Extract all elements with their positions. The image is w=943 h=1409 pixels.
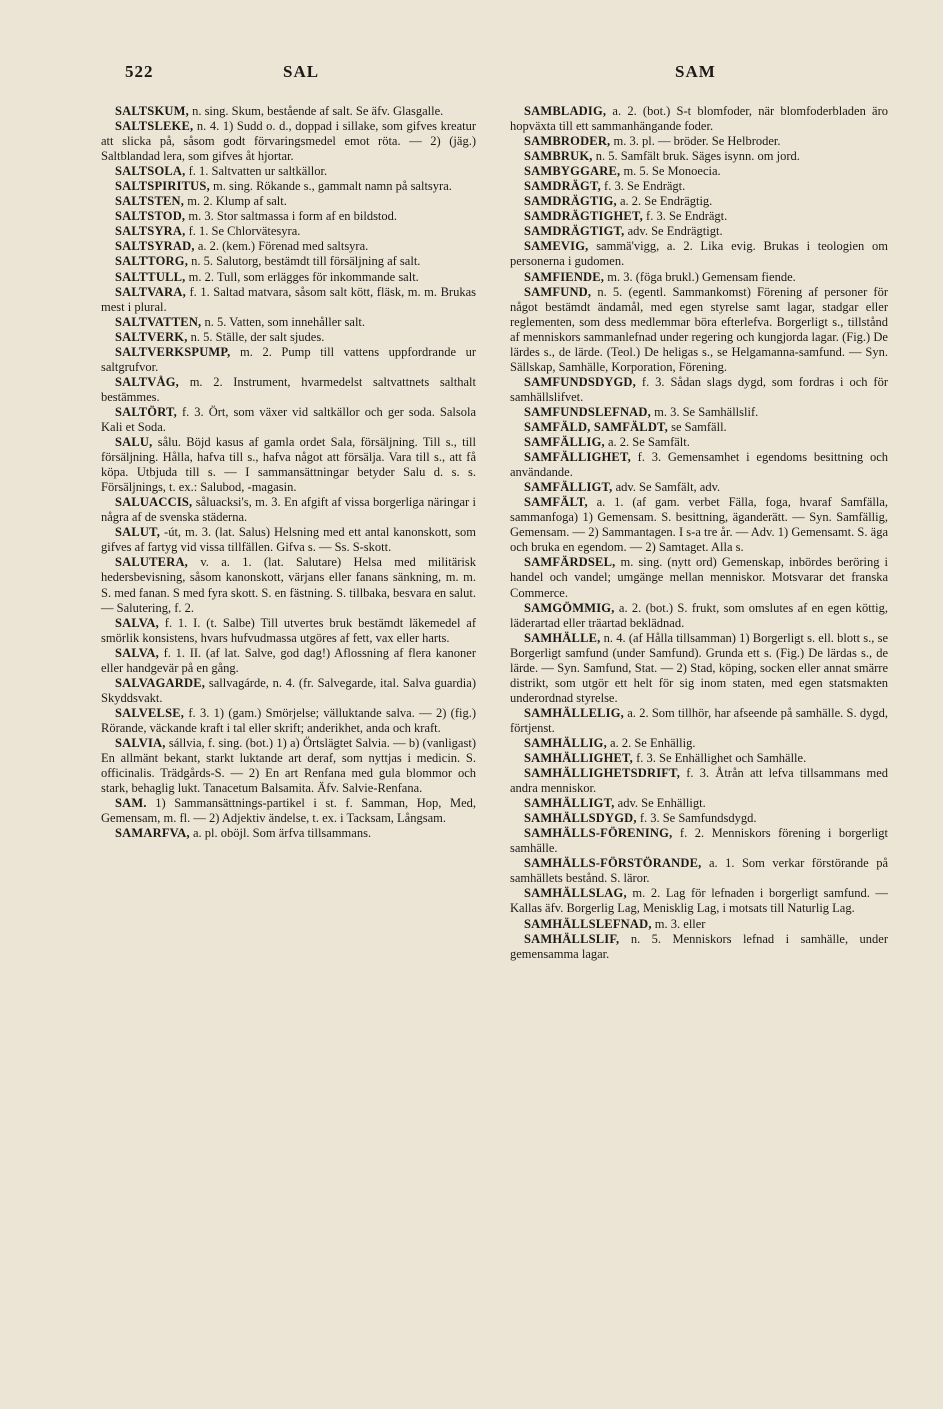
entry <box>510 435 888 450</box>
definition: m. 3. pl. — bröder. Se Helbroder. <box>610 134 781 149</box>
entry <box>101 164 476 179</box>
entry <box>510 751 888 766</box>
entry <box>510 149 888 164</box>
entry <box>510 285 888 375</box>
headword: SALTSLEKE, <box>115 119 194 134</box>
definition: v. a. 1. (lat. Salutare) Helsa med militärisk hedersbevisning, såsom kanonskott, värjans eller fanans sänkning, m. m. S. med fanan. S med fyra skott. S. en fästning. S. tillbaka, besvara en salut. — Salutering, f. 2. <box>101 555 476 615</box>
definition: f. 1. Se Chlorvätesyra. <box>185 224 301 239</box>
definition: sállvia, f. sing. (bot.) 1) a) Örtslägtet Salvia. — b) (vanligast) En allmänt bekant, starkt luktande art deraf, som nyttjas i medicin. S. officinalis. Trädgårds-S. — 2) En art Renfana med gula blommor och stark, behaglig lukt. Tanacetum Balsamita. Äfv. Salvie-Renfana. <box>101 735 476 796</box>
headword: SAMHÄLLIG, <box>524 735 607 750</box>
entry <box>510 886 888 916</box>
definition: f. 3. Sådan slags dygd, som fordras i och för samhällslifvet. <box>510 374 888 404</box>
definition: a. pl. oböjl. Som ärfva tillsammans. <box>189 826 372 841</box>
definition: a. 2. (bot.) S. frukt, som omslutes af en egen köttig, läderartad eller träartad beklädnad. <box>510 600 888 630</box>
definition: f. 1. II. (af lat. Salve, god dag!) Aflossning af flera kanoner eller handgevär på en gång. <box>101 645 476 675</box>
entry <box>101 209 476 224</box>
headword: SAMBRUK, <box>524 149 593 164</box>
entry <box>510 194 888 209</box>
definition: sammä'vigg, a. 2. Lika evig. Brukas i teologien om personerna i gudomen. <box>510 239 888 269</box>
entry <box>101 285 476 315</box>
entry <box>510 766 888 796</box>
definition: m. 3. Se Samhällslif. <box>650 404 759 419</box>
headword: SAMFUND, <box>524 284 592 299</box>
definition: a. 2. (kem.) Förenad med saltsyra. <box>194 239 369 254</box>
entry <box>101 435 476 495</box>
definition: f. 3. Se Enhällighet och Samhälle. <box>632 751 807 766</box>
definition: n. 4. 1) Sudd o. d., doppad i sillake, som gifves kreatur att slicka på, såsom godt förvaringsmedel emot röta. — 2) (jäg.) Saltblandad lera, som gifves åt hjortar. <box>101 119 476 164</box>
left-column <box>101 104 476 841</box>
entry <box>510 420 888 435</box>
definition: f. 3. Se Endrägt. <box>642 209 728 224</box>
entry <box>101 796 476 826</box>
entry <box>510 856 888 886</box>
headword: SAMHÄLLIGHET, <box>524 751 633 766</box>
headword: SAMDRÄGT, <box>524 179 601 194</box>
definition: n. 5. Salutorg, bestämdt till försäljning af salt. <box>188 254 421 269</box>
headword: SALVA, <box>115 645 159 660</box>
definition: a. 1. (af gam. verbet Fälla, foga, hvaraf Samfälla, sammanfoga) 1) Gemensam. S. besittning, äganderätt. — Syn. Samfällig, Gemensam. — 2) Sammantagen. I s-a tre år. — Adv. 1) Gemensamt. S. äga och bruka en egendom. — 2) Samtaget. Alla s. <box>510 495 888 555</box>
entry <box>510 134 888 149</box>
headword: SALTVARA, <box>115 284 186 299</box>
entry <box>101 405 476 435</box>
headword: SAMHÄLLE, <box>524 630 601 645</box>
headword: SAMFÄLLIG, <box>524 435 605 450</box>
definition: f. 1. Saltad matvara, såsom salt kött, fläsk, m. m. Brukas mest i plural. <box>101 284 476 314</box>
definition: adv. Se Enhälligt. <box>614 796 706 811</box>
entry <box>510 179 888 194</box>
headword: SALUACCIS, <box>115 495 193 510</box>
definition: n. 4. (af Hålla tillsamman) 1) Borgerligt s. ell. blott s., se Borgerligt samfund (under Samfund). Grunda ett s. (Fig.) De lärdas s., de lärde. — Syn. Samfund, Stat. — 2) Stad, köping, socken eller annat smärre distrikt, som utgör ett helt för sig inom staten, med egen statsmakten underordnad styrelse. <box>510 630 888 705</box>
headword: SALTVERK, <box>115 329 188 344</box>
entry <box>101 330 476 345</box>
entry <box>101 315 476 330</box>
headword: SALTSYRA, <box>115 224 186 239</box>
headword: SALTSYRAD, <box>115 239 195 254</box>
definition: f. 3. Se Endrägt. <box>600 179 686 194</box>
definition: n. 5. (egentl. Sammankomst) Förening af personer för något bestämdt ändamål, med egen styrelse samt lagar, stadgar eller reglementen, som dess medlemmar böra efterlefva. Borgerligt s., tillstånd af menniskors sammanlefnad under regering och kungjorda lagar. (Fig.) De lärdes s., de lärde. (Teol.) De heligas s., se Helgamanna-samfund. — Syn. Sällskap, Samhälle, Korporation, Förening. <box>510 284 888 374</box>
entry <box>101 646 476 676</box>
headword: SAMHÄLLIGT, <box>524 796 615 811</box>
headword: SAMFÄLT, <box>524 495 588 510</box>
definition: a. 2. Som tillhör, har afseende på samhälle. S. dygd, förtjenst. <box>510 705 888 735</box>
headword: SAMBLADIG, <box>524 104 607 118</box>
headword: SALTSTEN, <box>115 194 185 209</box>
definition: f. 3. Åtrån att lefva tillsammans med andra menniskor. <box>510 766 888 796</box>
definition: f. 2. Menniskors förening i borgerligt samhälle. <box>510 826 888 856</box>
entry <box>510 164 888 179</box>
entry <box>101 345 476 375</box>
right-column <box>510 104 888 962</box>
entry <box>510 450 888 480</box>
headword: SAMARFVA, <box>115 826 190 841</box>
headword: SAM. <box>115 796 147 811</box>
entry <box>510 631 888 706</box>
page-number: 522 <box>125 62 154 81</box>
entry <box>101 495 476 525</box>
headword: SALVELSE, <box>115 705 185 720</box>
entry <box>510 796 888 811</box>
entry <box>101 616 476 646</box>
entry <box>101 270 476 285</box>
definition: adv. Se Endrägtigt. <box>624 224 723 239</box>
headword: SAMDRÄGTIG, <box>524 194 617 209</box>
entry <box>101 706 476 736</box>
definition: adv. Se Samfält, adv. <box>612 480 721 495</box>
entry <box>101 555 476 615</box>
headword: SAMHÄLLSLIF, <box>524 931 620 946</box>
definition: a. 2. (bot.) S-t blomfoder, när blomfoderbladen äro hopväxta till ett sammanhängande foder. <box>510 104 888 134</box>
definition: n. 5. Menniskors lefnad i samhälle, under gemensamma lagar. <box>510 931 888 961</box>
entry <box>101 194 476 209</box>
entry <box>101 239 476 254</box>
headword: SAMHÄLLS-FÖRSTÖRANDE, <box>524 856 702 871</box>
headword: SAMFIENDE, <box>524 269 605 284</box>
headword: SALTVATTEN, <box>115 314 202 329</box>
definition: f. 3. Se Samfundsdygd. <box>636 811 757 826</box>
headword: SAMBYGGARE, <box>524 164 621 179</box>
entry <box>510 375 888 405</box>
entry <box>101 736 476 796</box>
headword: SALTTORG, <box>115 254 189 269</box>
headword: SALTTULL, <box>115 269 186 284</box>
definition: m. sing. (nytt ord) Gemenskap, inbördes beröring i handel och vandel; umgänge mellan menniskor. Motsvarar det franska Commerce. <box>510 555 888 600</box>
headword: SAMHÄLLELIG, <box>524 705 624 720</box>
entry <box>510 209 888 224</box>
definition: m. 3. eller <box>651 916 706 931</box>
entry <box>101 254 476 269</box>
headword: SALUTERA, <box>115 555 188 570</box>
definition: f. 1. I. (t. Salbe) Till utvertes bruk bestämdt läkemedel af smörlik konsistens, hvars hufvudmassa utgöres af fett, vax eller harts. <box>101 615 476 645</box>
headword: SAMGÖMMIG, <box>524 600 615 615</box>
definition: a. 1. Som verkar förstörande på samhällets bestånd. S. läror. <box>510 856 888 886</box>
definition: m. sing. Rökande s., gammalt namn på saltsyra. <box>209 179 452 194</box>
entry <box>510 601 888 631</box>
definition: m. 2. Tull, som erlägges för inkommande salt. <box>185 269 419 284</box>
definition: se Samfäll. <box>668 419 727 434</box>
headword: SAMEVIG, <box>524 239 589 254</box>
definition: sallvagárde, n. 4. (fr. Salvegarde, ital. Salva guardia) Skyddsvakt. <box>101 675 476 705</box>
definition: n. 5. Samfält bruk. Säges isynn. om jord. <box>592 149 800 164</box>
definition: m. 3. Stor saltmassa i form af en bildstod. <box>185 209 398 224</box>
definition: a. 2. Se Enhällig. <box>606 735 696 750</box>
headword: SALTSKUM, <box>115 104 189 118</box>
headword: SAMHÄLLSLAG, <box>524 886 627 901</box>
definition: m. 2. Pump till vattens uppfordrande ur saltgrufvor. <box>101 344 476 374</box>
definition: f. 1. Saltvatten ur saltkällor. <box>185 164 328 179</box>
entry <box>101 375 476 405</box>
entry <box>101 826 476 841</box>
entry <box>510 239 888 269</box>
definition: f. 3. 1) (gam.) Smörjelse; välluktande salva. — 2) (fig.) Rörande, väckande kraft i tal eller skrift; anderikhet, anda och kraft. <box>101 705 476 735</box>
entry <box>510 811 888 826</box>
headword: SALTVERKSPUMP, <box>115 344 231 359</box>
headword: SAMFÄRDSEL, <box>524 555 616 570</box>
entry <box>510 555 888 600</box>
definition: a. 2. Se Endrägtig. <box>616 194 713 209</box>
definition: n. sing. Skum, bestående af salt. Se äfv. Glasgalle. <box>188 104 444 118</box>
definition: m. 2. Klump af salt. <box>184 194 287 209</box>
headword: SALU, <box>115 435 153 450</box>
headword: SAMFUNDSLEFNAD, <box>524 404 651 419</box>
headword: SAMHÄLLSDYGD, <box>524 811 637 826</box>
headword: SAMDRÄGTIGHET, <box>524 209 643 224</box>
entry <box>101 119 476 164</box>
definition: -út, m. 3. (lat. Salus) Helsning med ett antal kanonskott, som gifves af fartyg vid vissa tillfällen. Gifva s. — Ss. S-skott. <box>101 525 476 555</box>
definition: m. 5. Se Monoecia. <box>620 164 721 179</box>
definition: f. 3. Ört, som växer vid saltkällor och ger soda. Salsola Kali et Soda. <box>101 404 476 434</box>
entry <box>101 224 476 239</box>
definition: n. 5. Vatten, som innehåller salt. <box>201 314 366 329</box>
entry <box>101 525 476 555</box>
headword: SALVA, <box>115 615 159 630</box>
entry <box>101 676 476 706</box>
headword: SALTVÅG, <box>115 374 180 389</box>
headword: SALTÖRT, <box>115 404 177 419</box>
entry <box>101 104 476 119</box>
definition: m. 3. (föga brukl.) Gemensam fiende. <box>604 269 796 284</box>
headword: SALVIA, <box>115 735 166 750</box>
headword: SAMHÄLLSLEFNAD, <box>524 916 652 931</box>
headword: SALTSOLA, <box>115 164 186 179</box>
definition: 1) Sammansättnings-partikel i st. f. Samman, Hop, Med, Gemensam, m. fl. — 2) Adjektiv ändelse, t. ex. i Tacksam, Långsam. <box>101 796 476 826</box>
headword: SAMFÄLD, SAMFÄLDT, <box>524 419 668 434</box>
entry <box>510 224 888 239</box>
headword: SAMFÄLLIGHET, <box>524 450 631 465</box>
entry <box>510 104 888 134</box>
headword: SAMBRODER, <box>524 134 611 149</box>
entry <box>510 736 888 751</box>
entry <box>510 932 888 962</box>
headword: SAMHÄLLIGHETSDRIFT, <box>524 766 681 781</box>
entry <box>510 495 888 555</box>
definition: m. 2. Lag för lefnaden i borgerligt samfund. — Kallas äfv. Borgerlig Lag, Menisklig Lag, i motsats till Naturlig Lag. <box>510 886 888 916</box>
left-guide-word: SAL <box>283 62 320 81</box>
definition: såluacksi's, m. 3. En afgift af vissa borgerliga näringar i några af de svenska städerna. <box>101 495 476 525</box>
entry <box>510 826 888 856</box>
entry <box>510 480 888 495</box>
headword: SALTSPIRITUS, <box>115 179 210 194</box>
headword: SAMFÄLLIGT, <box>524 480 613 495</box>
headword: SALTSTOD, <box>115 209 186 224</box>
definition: n. 5. Ställe, der salt sjudes. <box>187 329 325 344</box>
definition: a. 2. Se Samfält. <box>604 435 690 450</box>
entry <box>510 706 888 736</box>
entry <box>510 405 888 420</box>
definition: m. 2. Instrument, hvarmedelst saltvattnets salthalt bestämmes. <box>101 374 476 404</box>
headword: SAMFUNDSDYGD, <box>524 374 636 389</box>
headword: SAMDRÄGTIGT, <box>524 224 625 239</box>
entry <box>101 179 476 194</box>
definition: f. 3. Gemensamhet i egendoms besittning och användande. <box>510 450 888 480</box>
entry <box>510 917 888 932</box>
right-guide-word: SAM <box>675 62 716 81</box>
definition: sålu. Böjd kasus af gamla ordet Sala, försäljning. Till s., till försäljning. Hålla, hafva till s., hafva något att försälja. Vara till s., att få köpa. Utbjuda till s. — I sammansättningar betyder Salu d. s. s. Försäljnings, t. ex.: Salubod, -magasin. <box>101 435 476 495</box>
headword: SAMHÄLLS-FÖRENING, <box>524 826 673 841</box>
headword: SALUT, <box>115 525 161 540</box>
entry <box>510 270 888 285</box>
headword: SALVAGARDE, <box>115 675 206 690</box>
